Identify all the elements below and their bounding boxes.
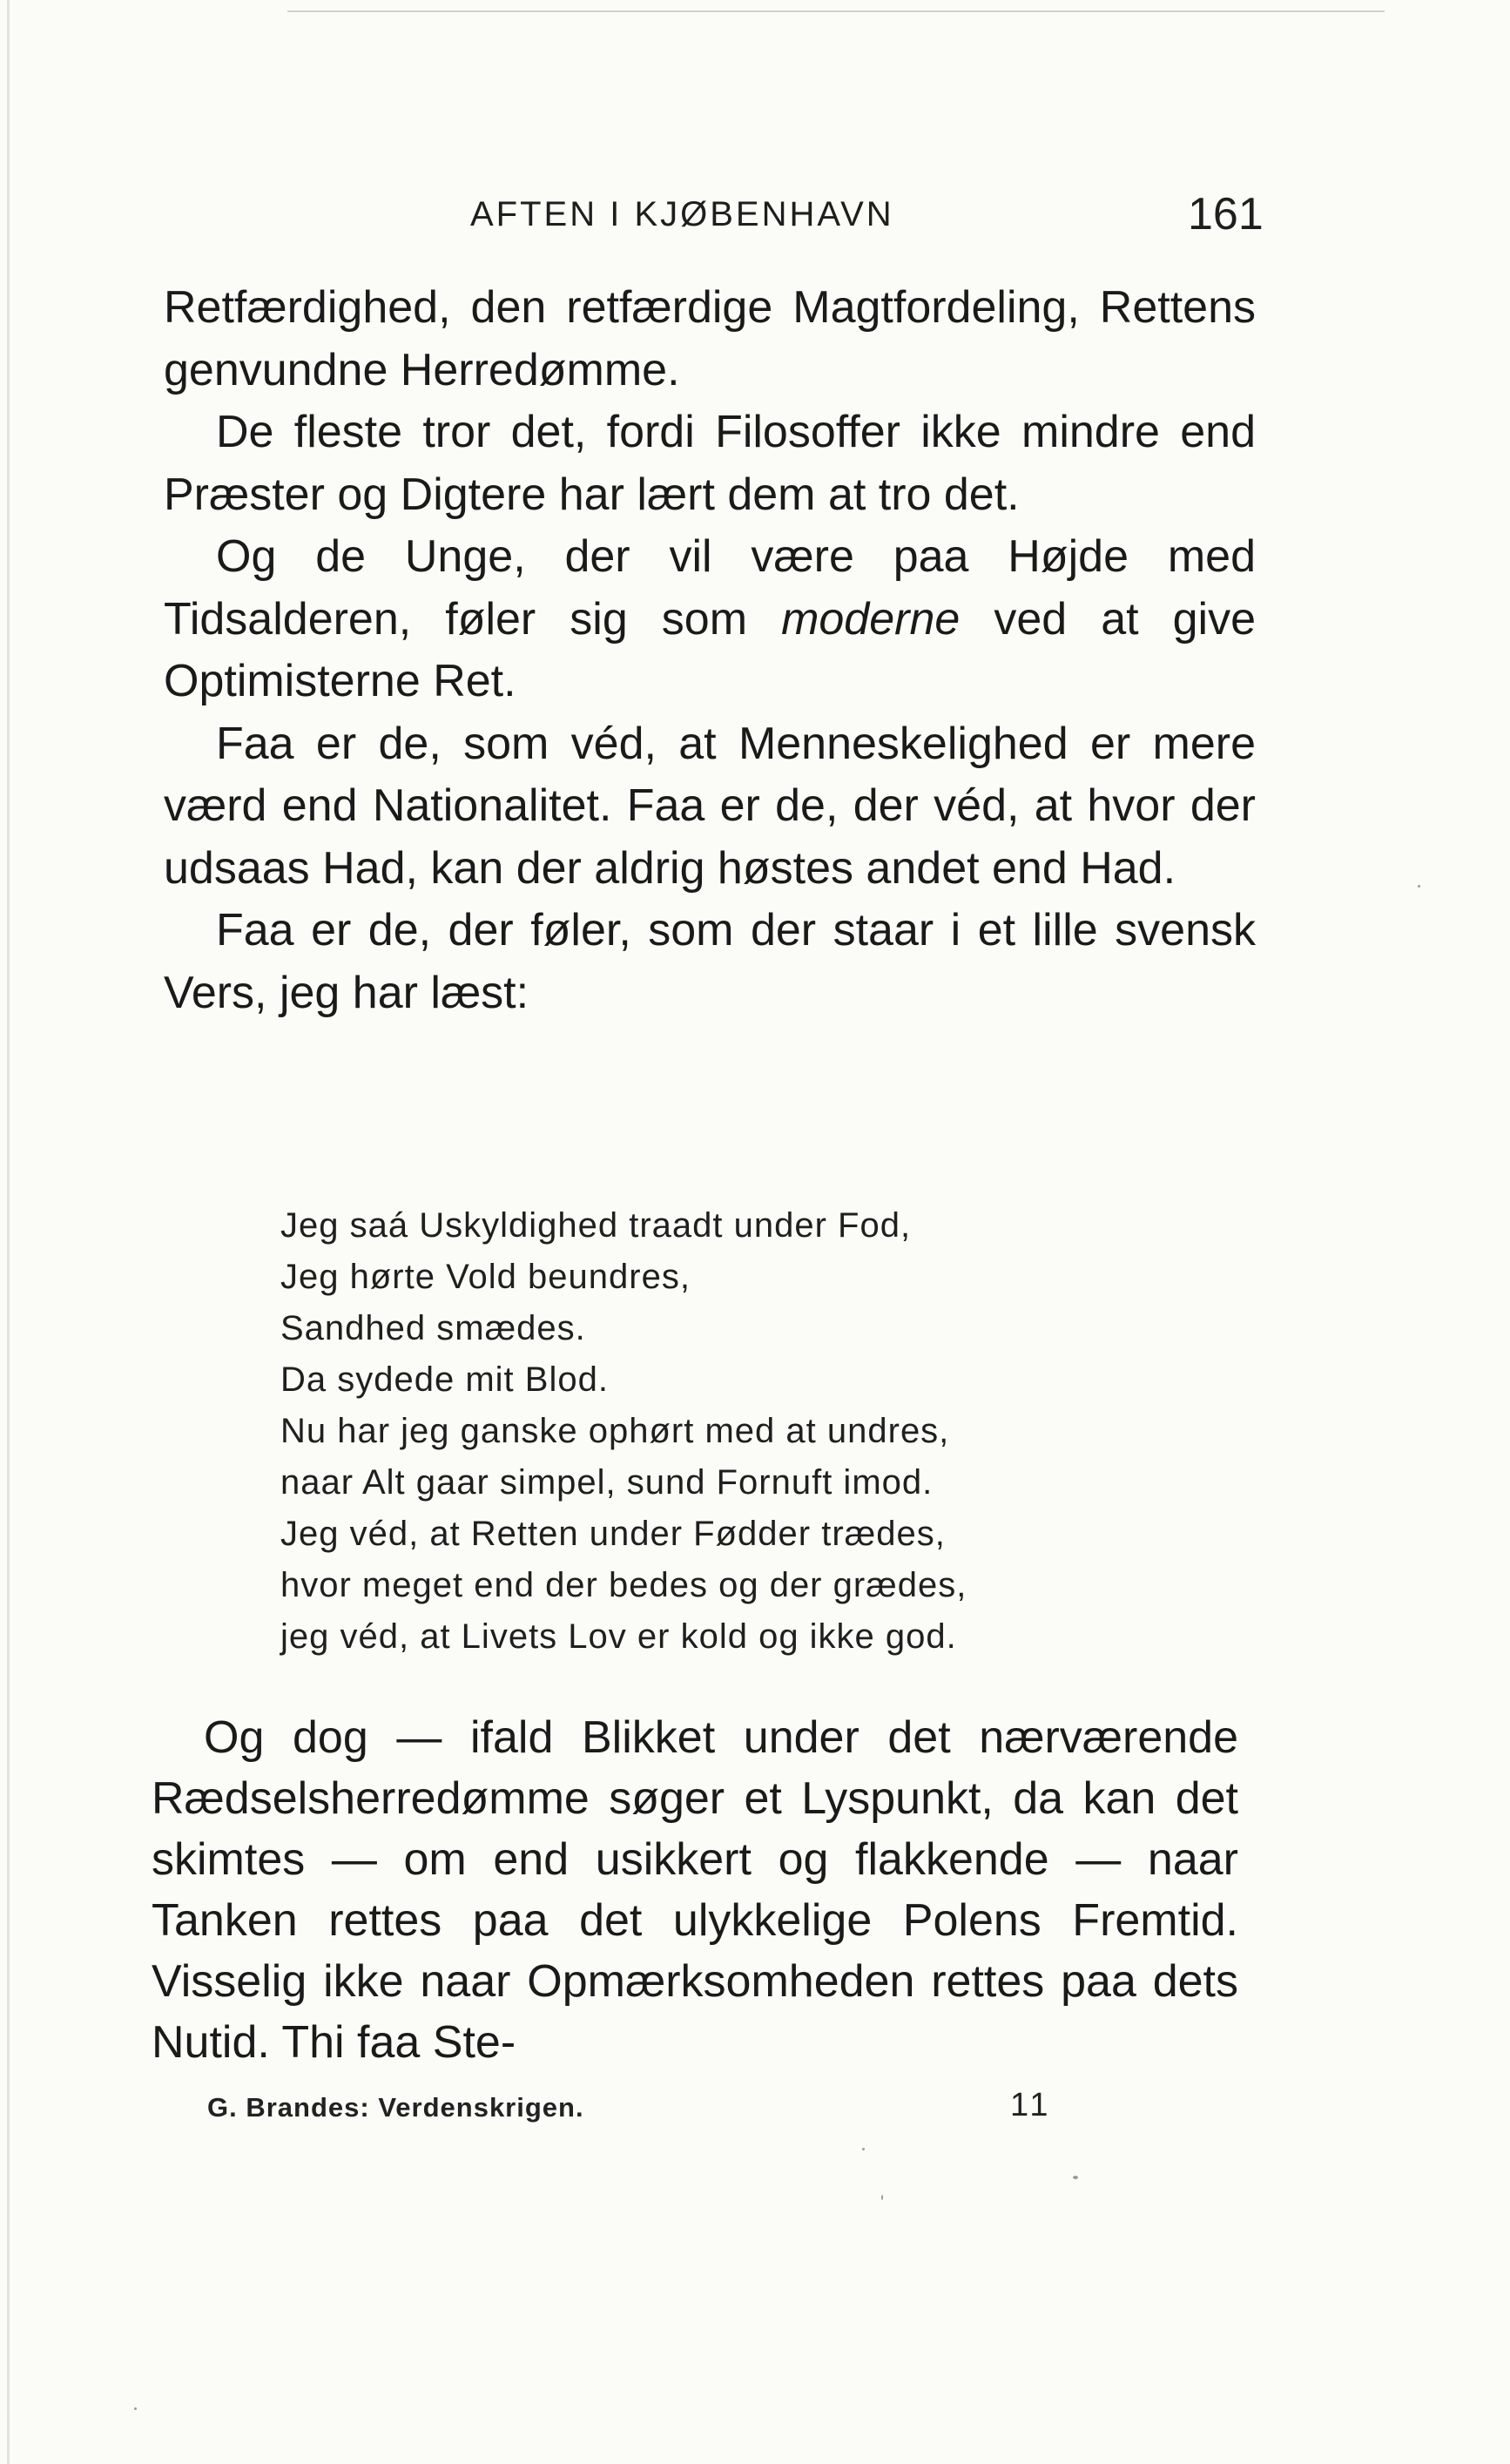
- paragraph-3-italic: moderne: [781, 593, 961, 645]
- paragraph-1: Retfærdighed, den retfærdige Magtfordeling, Rettens genvundne Herredømme.: [164, 282, 1256, 395]
- paragraph-2: De fleste tror det, fordi Filosoffer ikke mindre end Præster og Digtere har lært dem at tro det.: [164, 407, 1256, 520]
- running-title: AFTEN I KJØBENHAVN: [470, 195, 894, 233]
- verse-line: Da sydede mit Blod.: [280, 1360, 609, 1399]
- verse-line: naar Alt gaar simpel, sund Fornuft imod.: [280, 1463, 934, 1502]
- verse-line: Nu har jeg ganske ophørt med at undres,: [280, 1412, 950, 1450]
- paper-speck: [862, 2148, 865, 2150]
- verse-block: [280, 1200, 1151, 1663]
- closing-paragraph: Og dog — ifald Blikket under det nærværende Rædselsherredømme søger et Lyspunkt, da kan det skimtes — om end usikkert og flakkende — naar Tanken rettes paa det ulykkelige Polens Fremtid. Visselig ikke naar Opmærksomheden rettes paa dets Nutid. Thi faa Ste-: [152, 1712, 1238, 2068]
- verse-line: Jeg hørte Vold beundres,: [280, 1258, 691, 1296]
- closing-text: [152, 1707, 1238, 2073]
- paragraph-3: [164, 526, 1256, 713]
- paper-speck: [881, 2195, 883, 2200]
- sheet-number: 11: [1010, 2087, 1052, 2123]
- verse-line: Sandhed smædes.: [280, 1309, 586, 1347]
- verse-line: Jeg véd, at Retten under Fødder trædes,: [280, 1515, 946, 1553]
- page-left-edge: [7, 0, 10, 2464]
- paper-speck: [1073, 2176, 1078, 2179]
- verse-line: hvor meget end der bedes og der grædes,: [280, 1566, 967, 1604]
- verse-line: Jeg saá Uskyldighed traadt under Fod,: [280, 1206, 912, 1245]
- signature-line: G. Brandes: Verdenskrigen.: [207, 2092, 584, 2123]
- page-top-edge: [287, 10, 1385, 12]
- paragraph-3-lead: Og de Unge, der vil være paa Højde med Tidsalderen, føler sig som: [164, 531, 1256, 645]
- paper-speck: [1418, 885, 1420, 888]
- paragraph-3-tail: ved at give Optimisterne Ret.: [164, 593, 1256, 706]
- paper-speck: [134, 2407, 137, 2410]
- page-number: 161: [1188, 189, 1264, 240]
- body-text: [164, 277, 1256, 1024]
- paragraph-4: Faa er de, som véd, at Menneskelighed er mere værd end Nationalitet. Faa er de, der véd, at hvor der udsaas Had, kan der aldrig høstes andet end Had.: [164, 718, 1256, 894]
- verse-line: jeg véd, at Livets Lov er kold og ikke god.: [280, 1617, 957, 1656]
- paragraph-5: Faa er de, der føler, som der staar i et lille svensk Vers, jeg har læst:: [164, 905, 1256, 1018]
